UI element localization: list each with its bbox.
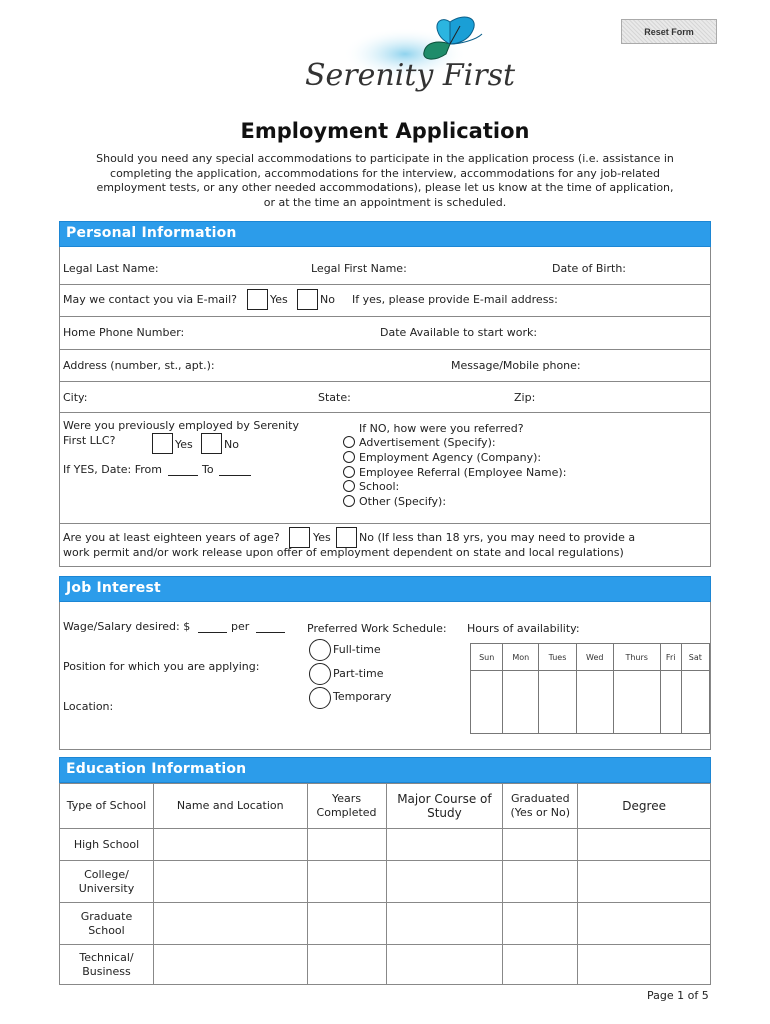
education-table — [59, 783, 711, 985]
age-question-label: Are you at least eighteen years of age? — [63, 531, 280, 544]
referral-agency-radio[interactable] — [343, 451, 355, 463]
date-to-field[interactable] — [219, 475, 251, 476]
edu-column-header: Major Course of Study — [386, 784, 503, 829]
school-type-cell: Technical/ Business — [60, 945, 154, 985]
edu-input-cell[interactable] — [386, 903, 503, 945]
edu-input-cell[interactable] — [503, 903, 578, 945]
edu-input-cell[interactable] — [578, 829, 711, 861]
row-divider — [59, 412, 711, 413]
previously-employed-label-cont: First LLC? — [63, 434, 116, 447]
job-header-label: Job Interest — [66, 580, 161, 596]
edu-input-cell[interactable] — [578, 903, 711, 945]
table-row — [60, 945, 711, 985]
state-label: State: — [318, 391, 351, 404]
contact-email-yes-label: Yes — [270, 293, 288, 306]
edu-column-header: Years Completed — [307, 784, 386, 829]
schedule-option-label: Full-time — [333, 643, 381, 656]
edu-input-cell[interactable] — [307, 829, 386, 861]
edu-column-header: Name and Location — [153, 784, 307, 829]
edu-column-header: Degree — [578, 784, 711, 829]
edu-input-cell[interactable] — [386, 861, 503, 903]
previously-employed-no-checkbox[interactable] — [201, 433, 222, 454]
edu-input-cell[interactable] — [153, 945, 307, 985]
day-header: Mon — [503, 644, 539, 671]
day-header: Tues — [539, 644, 577, 671]
day-header: Fri — [660, 644, 681, 671]
table-row — [60, 903, 711, 945]
page-number: Page 1 of 5 — [647, 989, 709, 1002]
edu-input-cell[interactable] — [307, 945, 386, 985]
if-yes-date-from-label: If YES, Date: From — [63, 463, 163, 476]
contact-email-no-checkbox[interactable] — [297, 289, 318, 310]
schedule-option-label: Temporary — [333, 690, 392, 703]
school-type-cell: College/ University — [60, 861, 154, 903]
home-phone-label: Home Phone Number: — [63, 326, 185, 339]
wage-per-label: per — [231, 620, 250, 633]
referral-option-label: Advertisement (Specify): — [359, 436, 496, 449]
edu-column-header: Type of School — [60, 784, 154, 829]
preferred-schedule-label: Preferred Work Schedule: — [307, 622, 447, 635]
age-note-line2: work permit and/or work release upon offer of employment dependent on state and local regulations) — [63, 546, 624, 559]
wage-label: Wage/Salary desired: $ — [63, 620, 191, 633]
email-address-label: If yes, please provide E-mail address: — [352, 293, 558, 306]
referral-option-label: School: — [359, 480, 400, 493]
schedule-option-label: Part-time — [333, 667, 384, 680]
education-information-header — [59, 757, 711, 783]
table-row — [60, 829, 711, 861]
date-available-label: Date Available to start work: — [380, 326, 538, 339]
personal-header-label: Personal Information — [66, 225, 237, 241]
wage-period-field[interactable] — [256, 632, 285, 633]
date-of-birth-label: Date of Birth: — [552, 262, 627, 275]
row-divider — [59, 523, 711, 524]
previously-employed-yes-label: Yes — [175, 438, 193, 451]
schedule-part-time-radio[interactable] — [309, 663, 331, 685]
availability-table — [470, 643, 710, 734]
day-header: Sun — [471, 644, 503, 671]
edu-input-cell[interactable] — [153, 829, 307, 861]
row-divider — [59, 349, 711, 350]
school-type-cell: Graduate School — [60, 903, 154, 945]
age-no-note: No (If less than 18 yrs, you may need to provide a — [359, 531, 636, 544]
contact-email-label: May we contact you via E-mail? — [63, 293, 237, 306]
age-yes-checkbox[interactable] — [289, 527, 310, 548]
referral-option-label: Employee Referral (Employee Name): — [359, 466, 567, 479]
referral-employee-radio[interactable] — [343, 466, 355, 478]
logo-brand-text: Serenity First — [305, 58, 516, 93]
date-to-label: To — [202, 463, 214, 476]
row-divider — [59, 316, 711, 317]
city-label: City: — [63, 391, 88, 404]
availability-cell[interactable] — [613, 671, 660, 734]
referral-option-label: Other (Specify): — [359, 495, 447, 508]
row-divider — [59, 381, 711, 382]
hours-availability-label: Hours of availability: — [467, 622, 580, 635]
schedule-full-time-radio[interactable] — [309, 639, 331, 661]
zip-label: Zip: — [514, 391, 536, 404]
edu-input-cell[interactable] — [503, 945, 578, 985]
age-no-checkbox[interactable] — [336, 527, 357, 548]
wage-field[interactable] — [198, 632, 227, 633]
edu-input-cell[interactable] — [503, 861, 578, 903]
edu-input-cell[interactable] — [153, 903, 307, 945]
location-label: Location: — [63, 700, 114, 713]
edu-input-cell[interactable] — [578, 861, 711, 903]
date-from-field[interactable] — [168, 475, 198, 476]
legal-first-name-label: Legal First Name: — [311, 262, 407, 275]
availability-cell[interactable] — [576, 671, 613, 734]
legal-last-name-label: Legal Last Name: — [63, 262, 159, 275]
day-header: Wed — [576, 644, 613, 671]
school-type-cell: High School — [60, 829, 154, 861]
position-label: Position for which you are applying: — [63, 660, 260, 673]
edu-input-cell[interactable] — [503, 829, 578, 861]
edu-input-cell[interactable] — [386, 945, 503, 985]
education-header-label: Education Information — [66, 761, 247, 777]
availability-cell[interactable] — [503, 671, 539, 734]
address-label: Address (number, st., apt.): — [63, 359, 215, 372]
edu-input-cell[interactable] — [578, 945, 711, 985]
availability-cell[interactable] — [539, 671, 577, 734]
day-header: Thurs — [613, 644, 660, 671]
referral-option-label: Employment Agency (Company): — [359, 451, 542, 464]
personal-information-header — [59, 221, 711, 247]
availability-cell[interactable] — [681, 671, 709, 734]
referral-school-radio[interactable] — [343, 480, 355, 492]
mobile-phone-label: Message/Mobile phone: — [451, 359, 581, 372]
page-title: Employment Application — [240, 119, 530, 143]
referral-other-radio[interactable] — [343, 495, 355, 507]
intro-paragraph: Should you need any special accommodations to participate in the application process (i.e. assistance in completing the application, accommodations for the interview, accommodations for any job-related employment tests, or any other needed accommodations), please let us know at the time of application, or at the time an appointment is scheduled. — [96, 152, 674, 209]
job-interest-header — [59, 576, 711, 602]
edu-column-header: Graduated (Yes or No) — [503, 784, 578, 829]
edu-input-cell[interactable] — [386, 829, 503, 861]
previously-employed-no-label: No — [224, 438, 239, 451]
contact-email-yes-checkbox[interactable] — [247, 289, 268, 310]
referral-advertisement-radio[interactable] — [343, 436, 355, 448]
table-row — [60, 861, 711, 903]
previously-employed-label: Were you previously employed by Serenity — [63, 419, 299, 432]
edu-input-cell[interactable] — [307, 903, 386, 945]
day-header: Sat — [681, 644, 709, 671]
reset-form-button[interactable]: Reset Form — [621, 19, 717, 44]
contact-email-no-label: No — [320, 293, 335, 306]
row-divider — [59, 284, 711, 285]
schedule-temporary-radio[interactable] — [309, 687, 331, 709]
previously-employed-yes-checkbox[interactable] — [152, 433, 173, 454]
referred-question-label: If NO, how were you referred? — [359, 422, 524, 435]
availability-cell[interactable] — [471, 671, 503, 734]
age-yes-label: Yes — [313, 531, 331, 544]
edu-input-cell[interactable] — [153, 861, 307, 903]
edu-input-cell[interactable] — [307, 861, 386, 903]
availability-cell[interactable] — [660, 671, 681, 734]
